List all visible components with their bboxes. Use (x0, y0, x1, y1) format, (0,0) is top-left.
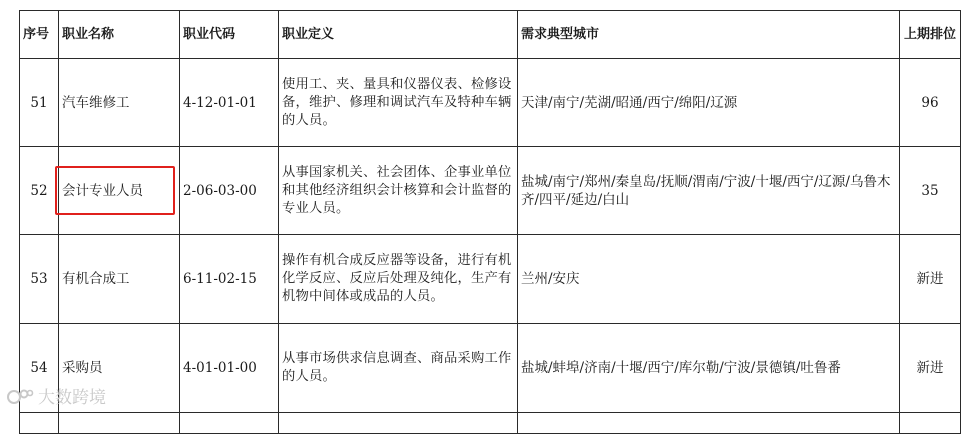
row-name: 采购员 (59, 324, 180, 413)
table-row (20, 235, 961, 324)
row-code: 4-01-01-00 (180, 324, 279, 413)
row-name: 有机合成工 (59, 235, 180, 324)
row-def: 使用工、夹、量具和仪器仪表、检修设备，维护、修理和调试汽车及特种车辆的人员。 (279, 59, 518, 147)
logo-icon (6, 386, 34, 406)
row-cities: 天津/南宁/芜湖/昭通/西宁/绵阳/辽源 (518, 59, 900, 147)
row-num: 51 (20, 59, 59, 147)
table-row (20, 59, 961, 147)
row-last-rank: 96 (900, 59, 961, 147)
header-row (20, 11, 961, 59)
row-cities: 盐城/南宁/郑州/秦皇岛/抚顺/渭南/宁波/十堰/西宁/辽源/乌鲁木齐/四平/延边/白山 (518, 147, 900, 235)
header-last-rank: 上期排位 (900, 11, 961, 59)
row-last-rank: 35 (900, 147, 961, 235)
highlight-box (55, 166, 175, 215)
row-num: 52 (20, 147, 59, 235)
row-def: 从事市场供求信息调查、商品采购工作的人员。 (279, 324, 518, 413)
row-last-rank: 新进 (900, 324, 961, 413)
header-name: 职业名称 (59, 11, 180, 59)
row-cities: 兰州/安庆 (518, 235, 900, 324)
watermark-text: 大数跨境 (38, 388, 106, 408)
header-cities: 需求典型城市 (518, 11, 900, 59)
row-name: 汽车维修工 (59, 59, 180, 147)
row-code: 6-11-02-15 (180, 235, 279, 324)
row-num: 54 (20, 324, 59, 413)
table-row (20, 324, 961, 413)
header-code: 职业代码 (180, 11, 279, 59)
header-num: 序号 (20, 11, 59, 59)
row-def: 操作有机合成反应器等设备，进行有机化学反应、反应后处理及纯化，生产有机物中间体或成品的人员。 (279, 235, 518, 324)
row-def: 从事国家机关、社会团体、企事业单位和其他经济组织会计核算和会计监督的专业人员。 (279, 147, 518, 235)
row-name: 会计专业人员 (59, 147, 180, 235)
row-num: 53 (20, 235, 59, 324)
row-code: 4-12-01-01 (180, 59, 279, 147)
occupation-table (19, 10, 961, 434)
table-row-partial (20, 413, 961, 434)
row-last-rank: 新进 (900, 235, 961, 324)
header-def: 职业定义 (279, 11, 518, 59)
watermark (6, 383, 106, 408)
row-cities: 盐城/蚌埠/济南/十堰/西宁/库尔勒/宁波/景德镇/吐鲁番 (518, 324, 900, 413)
row-code: 2-06-03-00 (180, 147, 279, 235)
